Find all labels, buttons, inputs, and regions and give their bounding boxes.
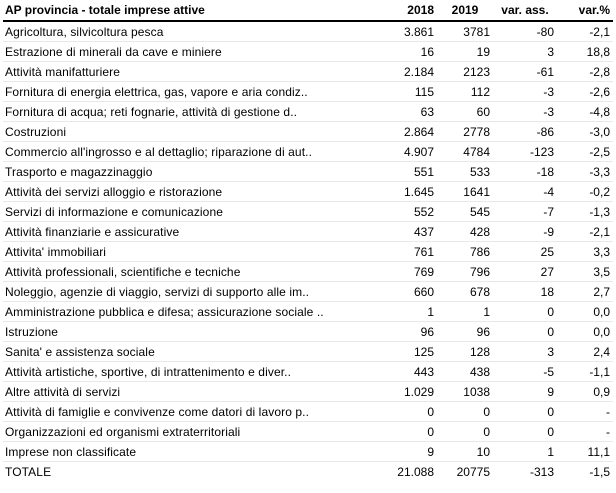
cell-2018: 9	[383, 442, 437, 462]
cell-2019: 0	[437, 422, 493, 442]
cell-2019: 0	[437, 402, 493, 422]
cell-2019: 4784	[437, 142, 493, 162]
cell-var-pct: -2,8	[557, 62, 613, 82]
cell-2019: 438	[437, 362, 493, 382]
cell-var-ass: 25	[493, 242, 557, 262]
table-row	[3, 122, 613, 142]
cell-2019: 678	[437, 282, 493, 302]
cell-2019: 3781	[437, 21, 493, 42]
cell-2019: 20775	[437, 462, 493, 482]
cell-2018: 16	[383, 42, 437, 62]
header-2019: 2019	[437, 0, 493, 21]
cell-sector: Amministrazione pubblica e difesa; assicurazione sociale ..	[3, 302, 383, 322]
cell-var-pct: 11,1	[557, 442, 613, 462]
cell-var-ass: -7	[493, 202, 557, 222]
cell-2019: 2778	[437, 122, 493, 142]
cell-2018: 21.088	[383, 462, 437, 482]
cell-2019: 545	[437, 202, 493, 222]
table-row	[3, 102, 613, 122]
table-row	[3, 322, 613, 342]
cell-sector: Attività di famiglie e convivenze come datori di lavoro p..	[3, 402, 383, 422]
cell-sector: Altre attività di servizi	[3, 382, 383, 402]
cell-2018: 2.184	[383, 62, 437, 82]
cell-2018: 96	[383, 322, 437, 342]
cell-sector: TOTALE	[3, 462, 383, 482]
cell-var-pct: 0,9	[557, 382, 613, 402]
table-header-row	[3, 0, 613, 21]
cell-2018: 63	[383, 102, 437, 122]
cell-2018: 551	[383, 162, 437, 182]
cell-var-pct: -3,0	[557, 122, 613, 142]
cell-var-ass: -86	[493, 122, 557, 142]
cell-var-ass: 9	[493, 382, 557, 402]
table-row	[3, 42, 613, 62]
cell-2018: 443	[383, 362, 437, 382]
cell-var-ass: 0	[493, 402, 557, 422]
cell-2018: 1	[383, 302, 437, 322]
cell-var-ass: -313	[493, 462, 557, 482]
cell-2019: 428	[437, 222, 493, 242]
cell-2019: 2123	[437, 62, 493, 82]
cell-var-pct: -0,2	[557, 182, 613, 202]
cell-2018: 4.907	[383, 142, 437, 162]
header-2018: 2018	[383, 0, 437, 21]
cell-var-ass: 0	[493, 302, 557, 322]
cell-sector: Attività finanziarie e assicurative	[3, 222, 383, 242]
cell-var-ass: -18	[493, 162, 557, 182]
cell-2019: 19	[437, 42, 493, 62]
cell-sector: Attività dei servizi alloggio e ristorazione	[3, 182, 383, 202]
table-row	[3, 342, 613, 362]
cell-var-ass: -61	[493, 62, 557, 82]
cell-var-ass: -3	[493, 102, 557, 122]
cell-2019: 796	[437, 262, 493, 282]
cell-sector: Attività professionali, scientifiche e tecniche	[3, 262, 383, 282]
cell-sector: Imprese non classificate	[3, 442, 383, 462]
cell-var-pct: -2,6	[557, 82, 613, 102]
cell-2019: 533	[437, 162, 493, 182]
cell-var-ass: -123	[493, 142, 557, 162]
header-sector: AP provincia - totale imprese attive	[3, 0, 383, 21]
cell-var-pct: 18,8	[557, 42, 613, 62]
cell-2019: 96	[437, 322, 493, 342]
cell-sector: Fornitura di energia elettrica, gas, vapore e aria condiz..	[3, 82, 383, 102]
cell-var-ass: -9	[493, 222, 557, 242]
cell-var-ass: 0	[493, 422, 557, 442]
cell-sector: Commercio all'ingrosso e al dettaglio; riparazione di aut..	[3, 142, 383, 162]
cell-2018: 552	[383, 202, 437, 222]
total-row	[3, 462, 613, 482]
imprese-attive-table	[3, 0, 613, 481]
cell-var-ass: -80	[493, 21, 557, 42]
cell-var-ass: 1	[493, 442, 557, 462]
cell-var-pct: -2,1	[557, 222, 613, 242]
cell-var-pct: -	[557, 402, 613, 422]
table-row	[3, 362, 613, 382]
table-row	[3, 402, 613, 422]
cell-var-ass: 27	[493, 262, 557, 282]
cell-sector: Servizi di informazione e comunicazione	[3, 202, 383, 222]
cell-var-pct: -1,1	[557, 362, 613, 382]
cell-2018: 761	[383, 242, 437, 262]
cell-var-pct: -2,1	[557, 21, 613, 42]
cell-sector: Trasporto e magazzinaggio	[3, 162, 383, 182]
table-row	[3, 382, 613, 402]
cell-2018: 3.861	[383, 21, 437, 42]
table-row	[3, 82, 613, 102]
header-var-ass: var. ass.	[493, 0, 557, 21]
table-row	[3, 282, 613, 302]
cell-var-ass: 18	[493, 282, 557, 302]
cell-var-pct: 3,5	[557, 262, 613, 282]
header-var-pct: var.%	[557, 0, 613, 21]
cell-var-pct: 3,3	[557, 242, 613, 262]
cell-var-pct: -1,5	[557, 462, 613, 482]
cell-var-pct: -1,3	[557, 202, 613, 222]
cell-sector: Agricoltura, silvicoltura pesca	[3, 21, 383, 42]
cell-var-pct: 2,7	[557, 282, 613, 302]
cell-var-pct: -2,5	[557, 142, 613, 162]
table-row	[3, 262, 613, 282]
cell-var-pct: 2,4	[557, 342, 613, 362]
table-body	[3, 21, 613, 481]
cell-2019: 1	[437, 302, 493, 322]
data-table-container	[3, 0, 613, 481]
table-row	[3, 62, 613, 82]
cell-var-pct: 0,0	[557, 302, 613, 322]
cell-var-pct: -4,8	[557, 102, 613, 122]
cell-2018: 125	[383, 342, 437, 362]
cell-var-ass: 0	[493, 322, 557, 342]
cell-var-ass: -3	[493, 82, 557, 102]
cell-2019: 1038	[437, 382, 493, 402]
table-row	[3, 182, 613, 202]
cell-var-pct: -	[557, 422, 613, 442]
cell-sector: Organizzazioni ed organismi extraterritoriali	[3, 422, 383, 442]
cell-sector: Attività manifatturiere	[3, 62, 383, 82]
cell-var-ass: -5	[493, 362, 557, 382]
table-row	[3, 242, 613, 262]
cell-sector: Sanita' e assistenza sociale	[3, 342, 383, 362]
cell-2018: 1.645	[383, 182, 437, 202]
table-row	[3, 142, 613, 162]
cell-2018: 1.029	[383, 382, 437, 402]
cell-2019: 786	[437, 242, 493, 262]
table-row	[3, 162, 613, 182]
cell-2019: 128	[437, 342, 493, 362]
cell-var-pct: 0,0	[557, 322, 613, 342]
cell-2019: 1641	[437, 182, 493, 202]
table-row	[3, 21, 613, 42]
cell-2018: 437	[383, 222, 437, 242]
cell-sector: Costruzioni	[3, 122, 383, 142]
table-row	[3, 302, 613, 322]
cell-2018: 2.864	[383, 122, 437, 142]
cell-2019: 60	[437, 102, 493, 122]
cell-2018: 769	[383, 262, 437, 282]
cell-var-ass: -4	[493, 182, 557, 202]
cell-2018: 660	[383, 282, 437, 302]
table-row	[3, 442, 613, 462]
cell-2018: 0	[383, 422, 437, 442]
cell-sector: Noleggio, agenzie di viaggio, servizi di supporto alle im..	[3, 282, 383, 302]
cell-sector: Attivita' immobiliari	[3, 242, 383, 262]
cell-sector: Fornitura di acqua; reti fognarie, attività di gestione d..	[3, 102, 383, 122]
table-row	[3, 422, 613, 442]
cell-sector: Istruzione	[3, 322, 383, 342]
cell-var-pct: -3,3	[557, 162, 613, 182]
table-row	[3, 222, 613, 242]
table-row	[3, 202, 613, 222]
cell-sector: Estrazione di minerali da cave e miniere	[3, 42, 383, 62]
cell-2018: 0	[383, 402, 437, 422]
cell-2019: 112	[437, 82, 493, 102]
cell-2019: 10	[437, 442, 493, 462]
cell-2018: 115	[383, 82, 437, 102]
cell-var-ass: 3	[493, 342, 557, 362]
cell-sector: Attività artistiche, sportive, di intrattenimento e diver..	[3, 362, 383, 382]
cell-var-ass: 3	[493, 42, 557, 62]
